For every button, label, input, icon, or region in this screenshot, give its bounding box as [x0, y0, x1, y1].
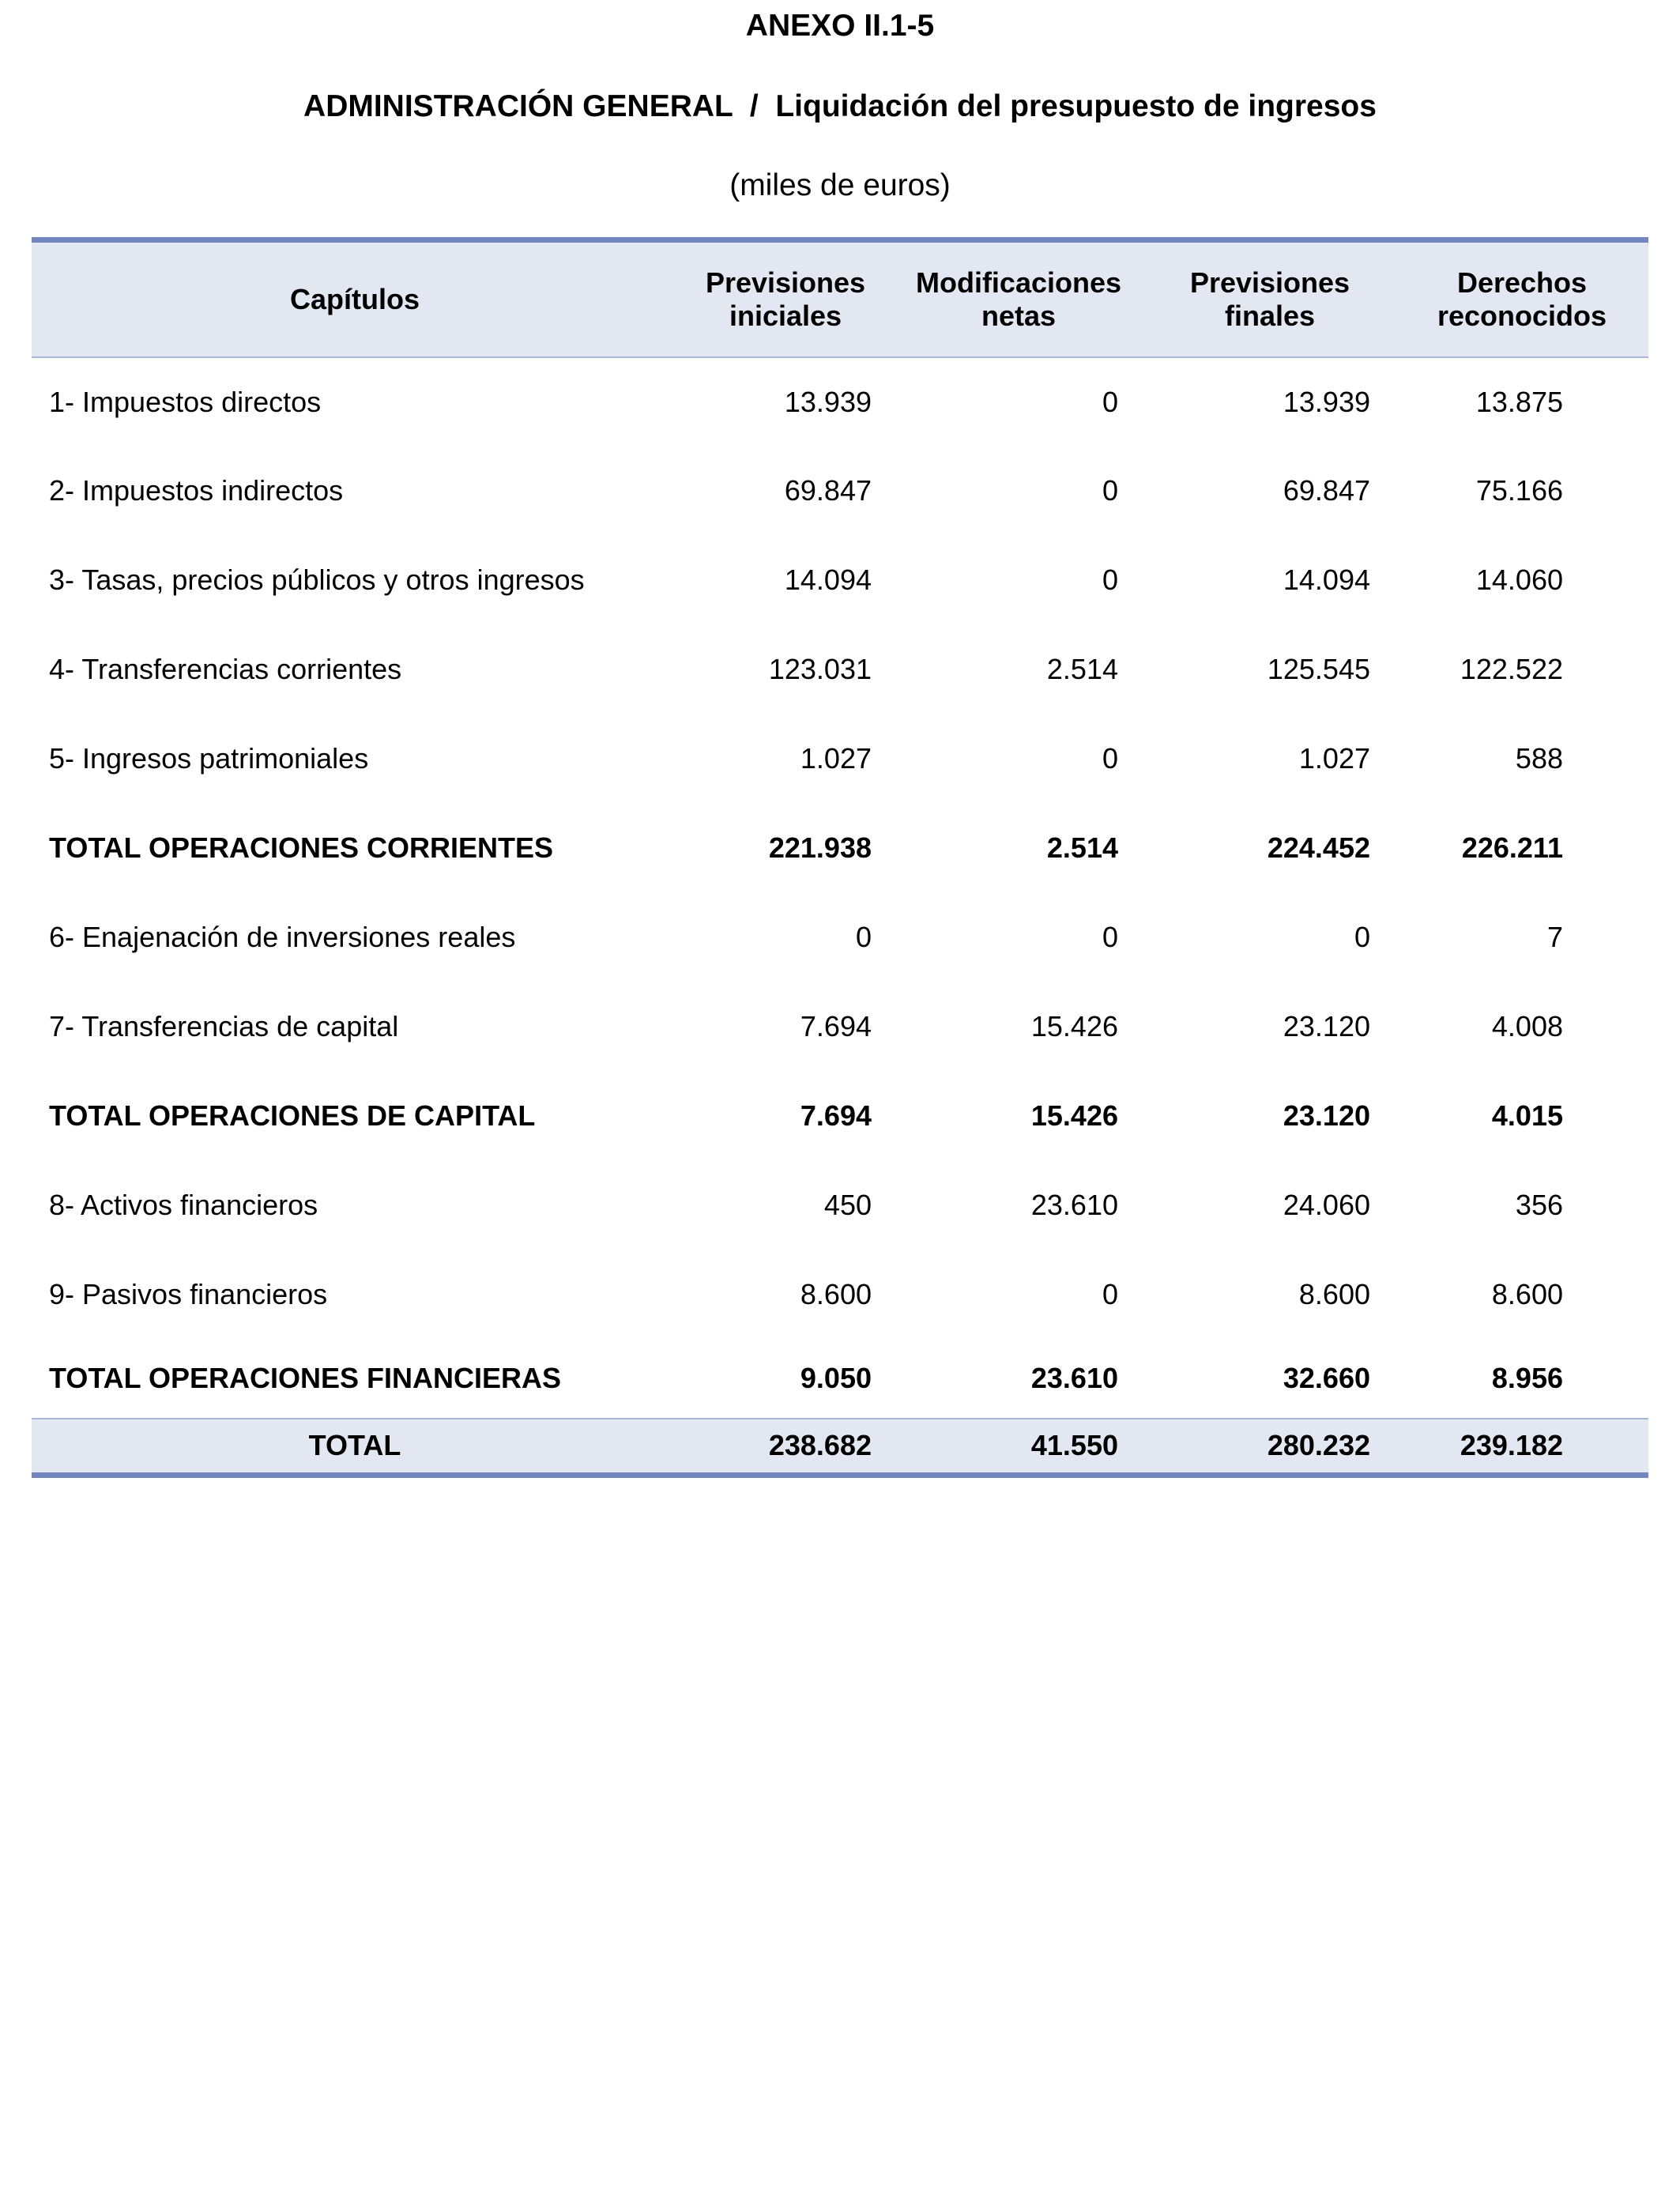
- table-row: [32, 625, 1648, 714]
- cell-previsiones-finales: 125.545: [1267, 653, 1370, 685]
- table-row: [32, 447, 1648, 536]
- cell-previsiones-finales: 69.847: [1283, 474, 1370, 507]
- table-row: [32, 982, 1648, 1072]
- cell-previsiones-finales: 23.120: [1283, 1010, 1370, 1042]
- row-label: TOTAL OPERACIONES CORRIENTES: [49, 831, 554, 864]
- cell-previsiones-finales: 24.060: [1283, 1189, 1370, 1221]
- row-label: 4- Transferencias corrientes: [49, 653, 402, 685]
- cell-previsiones-finales: 13.939: [1283, 385, 1370, 418]
- cell-modificaciones-netas: 2.514: [1046, 831, 1118, 864]
- cell-modificaciones-netas: 0: [1102, 742, 1118, 775]
- row-label: 6- Enajenación de inversiones reales: [49, 921, 516, 953]
- subtotal-row-financieras: [32, 1340, 1648, 1419]
- header-previsiones-iniciales: Previsiones iniciales: [678, 240, 893, 357]
- grand-total-row: [32, 1419, 1648, 1476]
- cell-modificaciones-netas: 15.426: [1030, 1099, 1118, 1132]
- cell-previsiones-iniciales: 7.694: [800, 1099, 872, 1132]
- total-derechos-reconocidos: 239.182: [1396, 1419, 1648, 1476]
- total-previsiones-finales: 280.232: [1144, 1419, 1396, 1476]
- row-label: 5- Ingresos patrimoniales: [49, 742, 369, 775]
- revenue-table-container: [32, 237, 1648, 1478]
- subtotal-row-capital: [32, 1072, 1648, 1161]
- cell-previsiones-iniciales: 8.600: [800, 1278, 872, 1310]
- row-label: 2- Impuestos indirectos: [49, 474, 344, 507]
- header-derechos-reconocidos: Derechos reconocidos: [1396, 240, 1648, 357]
- cell-previsiones-iniciales: 9.050: [800, 1362, 872, 1394]
- row-label: 7- Transferencias de capital: [49, 1010, 399, 1042]
- cell-previsiones-finales: 1.027: [1298, 742, 1370, 775]
- cell-previsiones-iniciales: 1.027: [800, 742, 872, 775]
- cell-modificaciones-netas: 0: [1102, 1278, 1118, 1310]
- row-label: 3- Tasas, precios públicos y otros ingresos: [49, 564, 585, 596]
- cell-previsiones-iniciales: 450: [823, 1189, 872, 1221]
- total-modificaciones-netas: 41.550: [893, 1419, 1144, 1476]
- table-row: [32, 714, 1648, 804]
- header-capitulos: Capítulos: [32, 240, 678, 357]
- cell-derechos-reconocidos: 7: [1546, 921, 1563, 953]
- cell-modificaciones-netas: 23.610: [1030, 1189, 1118, 1221]
- header-modificaciones-netas: Modificaciones netas: [893, 240, 1144, 357]
- row-label: TOTAL OPERACIONES FINANCIERAS: [49, 1362, 562, 1394]
- table-row: [32, 1161, 1648, 1250]
- row-label: 9- Pasivos financieros: [49, 1278, 328, 1310]
- row-label: TOTAL OPERACIONES DE CAPITAL: [49, 1099, 536, 1132]
- cell-modificaciones-netas: 2.514: [1046, 653, 1118, 685]
- cell-derechos-reconocidos: 588: [1515, 742, 1563, 775]
- table-row: [32, 893, 1648, 982]
- cell-modificaciones-netas: 0: [1102, 474, 1118, 507]
- table-row: [32, 357, 1648, 447]
- cell-previsiones-finales: 224.452: [1267, 831, 1370, 864]
- cell-modificaciones-netas: 23.610: [1030, 1362, 1118, 1394]
- cell-modificaciones-netas: 0: [1102, 385, 1118, 418]
- cell-modificaciones-netas: 15.426: [1030, 1010, 1118, 1042]
- header-previsiones-finales: Previsiones finales: [1144, 240, 1396, 357]
- cell-previsiones-iniciales: 14.094: [784, 564, 872, 596]
- cell-previsiones-finales: 0: [1354, 921, 1370, 953]
- cell-derechos-reconocidos: 356: [1515, 1189, 1563, 1221]
- cell-previsiones-iniciales: 69.847: [784, 474, 872, 507]
- table-row: [32, 536, 1648, 625]
- cell-derechos-reconocidos: 8.600: [1491, 1278, 1563, 1310]
- cell-previsiones-finales: 14.094: [1283, 564, 1370, 596]
- row-label: 8- Activos financieros: [49, 1189, 318, 1221]
- table-header-row: [32, 240, 1648, 357]
- document-title: ADMINISTRACIÓN GENERAL / Liquidación del presupuesto de ingresos: [303, 89, 1377, 123]
- cell-derechos-reconocidos: 4.015: [1491, 1099, 1563, 1132]
- cell-previsiones-finales: 8.600: [1298, 1278, 1370, 1310]
- table-row: [32, 1250, 1648, 1340]
- total-previsiones-iniciales: 238.682: [678, 1419, 893, 1476]
- cell-modificaciones-netas: 0: [1102, 921, 1118, 953]
- annex-title: ANEXO II.1-5: [745, 9, 935, 43]
- cell-derechos-reconocidos: 13.875: [1475, 385, 1563, 418]
- cell-previsiones-iniciales: 7.694: [800, 1010, 872, 1042]
- cell-previsiones-iniciales: 123.031: [768, 653, 872, 685]
- row-label: 1- Impuestos directos: [49, 385, 322, 418]
- cell-modificaciones-netas: 0: [1102, 564, 1118, 596]
- total-label: TOTAL: [32, 1419, 678, 1476]
- cell-previsiones-finales: 23.120: [1283, 1099, 1370, 1132]
- cell-derechos-reconocidos: 122.522: [1460, 653, 1563, 685]
- cell-previsiones-iniciales: 221.938: [768, 831, 872, 864]
- revenue-budget-table: [32, 237, 1648, 1478]
- cell-derechos-reconocidos: 14.060: [1475, 564, 1563, 596]
- cell-previsiones-finales: 32.660: [1283, 1362, 1370, 1394]
- cell-previsiones-iniciales: 0: [855, 921, 872, 953]
- cell-derechos-reconocidos: 226.211: [1461, 831, 1563, 864]
- cell-derechos-reconocidos: 4.008: [1491, 1010, 1563, 1042]
- cell-derechos-reconocidos: 75.166: [1475, 474, 1563, 507]
- cell-derechos-reconocidos: 8.956: [1491, 1362, 1563, 1394]
- cell-previsiones-iniciales: 13.939: [784, 385, 872, 418]
- units-label: (miles de euros): [729, 168, 951, 202]
- subtotal-row-corrientes: [32, 804, 1648, 893]
